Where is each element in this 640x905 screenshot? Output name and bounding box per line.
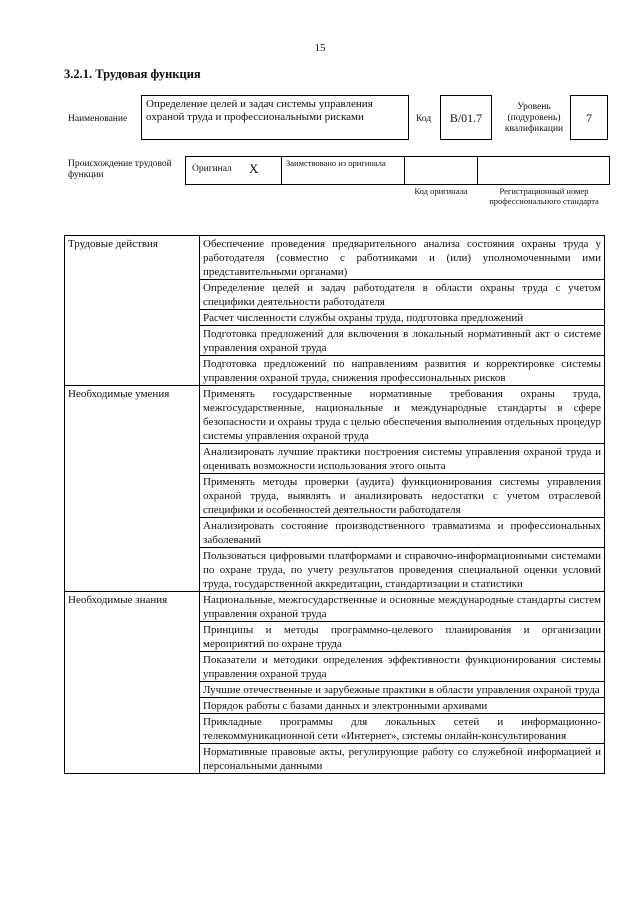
item-cell: Прикладные программы для локальных сетей и информационно-телекоммуникационной сети «Интернет», системы онлайн-консультирования: [200, 714, 605, 744]
item-cell: Показатели и методики определения эффективности функционирования системы управления охраной труда: [200, 652, 605, 682]
category-cell: Необходимые умения: [65, 386, 200, 592]
item-cell: Национальные, межгосударственные и основные международные стандарты систем управления охраной труда: [200, 592, 605, 622]
category-cell: Трудовые действия: [65, 236, 200, 386]
origin-divider-2: [404, 156, 405, 185]
table-row: [65, 236, 605, 280]
item-cell: Подготовка предложений по направлениям развития и корректировке системы управления охраной труда, снижения профессиональных рисков: [200, 356, 605, 386]
item-cell: Применять методы проверки (аудита) функционирования системы управления охраной труда, выявлять и анализировать недостатки с учетом отраслевой специфики и особенностей деятельности работодателя: [200, 474, 605, 518]
table-row: [65, 386, 605, 444]
item-cell: Обеспечение проведения предварительного анализа состояния охраны труда у работодателя (совместно с работниками и (или) уполномоченными ими представительными органами): [200, 236, 605, 280]
name-label: Наименование: [68, 114, 128, 124]
section-heading: 3.2.1. Трудовая функция: [64, 67, 201, 81]
origin-label: Происхождение трудовой функции: [68, 159, 172, 180]
category-cell: Необходимые знания: [65, 592, 200, 774]
item-cell: Определение целей и задач работодателя в области охраны труда с учетом специфики деятельности работодателя: [200, 280, 605, 310]
code-value: В/01.7: [449, 111, 483, 125]
item-cell: Лучшие отечественные и зарубежные практики в области управления охраной труда: [200, 682, 605, 698]
level-label: Уровень (подуровень) квалификации: [504, 102, 564, 134]
origin-divider-3: [477, 156, 478, 185]
item-cell: Нормативные правовые акты, регулирующие работу со служебной информацией и персональными данными: [200, 744, 605, 774]
function-name-box: [141, 95, 409, 140]
table-row: [65, 592, 605, 622]
original-mark: X: [249, 161, 259, 176]
page-number: 15: [314, 42, 326, 54]
item-cell: Анализировать состояние производственного травматизма и профессиональных заболеваний: [200, 518, 605, 548]
item-cell: Подготовка предложений для включения в локальный нормативный акт о системе управления охраной труда: [200, 326, 605, 356]
item-cell: Расчет численности службы охраны труда, подготовка предложений: [200, 310, 605, 326]
function-details-table: [64, 235, 605, 774]
item-cell: Принципы и методы программно-целевого планирования и организации мероприятий по охране труда: [200, 622, 605, 652]
item-cell: Пользоваться цифровыми платформами и справочно-информационными системами по охране труда, по учету результатов проведения специальной оценки условий труда, государственной аккредитации, стандартизации и статистики: [200, 548, 605, 592]
level-value: 7: [586, 111, 592, 125]
item-cell: Порядок работы с базами данных и электронными архивами: [200, 698, 605, 714]
origin-divider-1: [281, 156, 282, 185]
function-name-value: Определение целей и задач системы управления охраной труда и профессиональными рисками: [146, 98, 373, 123]
item-cell: Применять государственные нормативные требования охраны труда, межгосударственные, национальные и международные стандарты в сфере безопасности и охраны труда с целью обеспечения выполнения отдельных процедур системы управления охраной труда: [200, 386, 605, 444]
code-box: [440, 95, 492, 140]
reg-number-label: Регистрационный номер профессионального стандарта: [489, 186, 599, 206]
borrowed-label: Заимствовано из оригинала: [286, 158, 386, 168]
level-box: [570, 95, 608, 140]
code-original-label: Код оригинала: [414, 186, 468, 196]
original-label: Оригинал: [192, 164, 232, 174]
item-cell: Анализировать лучшие практики построения системы управления охраной труда и оценивать возможности использования этого опыта: [200, 444, 605, 474]
code-label: Код: [416, 114, 432, 124]
